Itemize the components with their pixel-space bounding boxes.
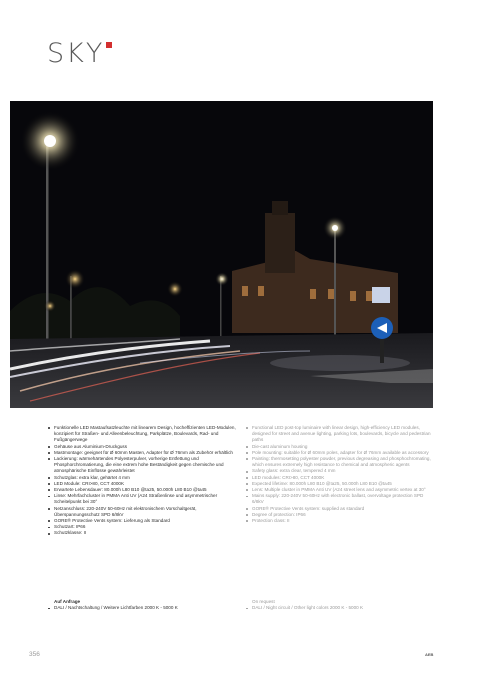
- list-item: Functional LED post-top luminaire with linear design, high-efficiency LED modules, designed for street and avenue lighting, parking lots, boulevards, bicycle and pedestrian paths: [245, 425, 435, 444]
- list-item: Mastmontage: geeignet für Ø 60mm Masten, Adapter für Ø 76mm als Zubehör erhältlich: [47, 450, 237, 456]
- list-item: Erwartete Lebensdauer: 80.000h L80 B10 @ta25, 50.000h L80 B10 @ta45: [47, 487, 237, 493]
- list-item: Lens: Multiple cluster in PMMA Anti UV (A24 street lens and asymmetric vertex at 30°: [245, 487, 435, 493]
- on-request-title: On request: [252, 599, 275, 604]
- list-item: GORE® Protective Vents system: Lieferung als Standard: [47, 518, 237, 524]
- on-request-title: Auf Anfrage: [54, 599, 81, 604]
- list-item: Funktionelle LED Mastaufsatzleuchte mit linearem Design, hocheffizienten LED-Modulen, konzipiert für Straßen- und Alleenbeleuchtung, Parkplätze, Boulevards, Rad- und Fußgängerwege: [47, 425, 237, 444]
- street-night-photo-icon: [10, 101, 433, 408]
- list-item: Expected lifetime: 80.000h L80 B10 @ta25, 50.000h L80 B10 @ta45: [245, 481, 435, 487]
- product-title: SKY: [47, 38, 105, 69]
- features-german: [47, 425, 237, 537]
- list-item: Lackierung: wärmehärtendes Polyesterpulver, vorherige Entfettung und Phosphorchromatierung, die eine extrem hohe Beständigkeit gegen chemische und atmosphärische Einflüsse gewährleistet: [47, 456, 237, 475]
- list-item: Protection class: II: [245, 518, 435, 524]
- list-item: Degree of protection: IP66: [245, 512, 435, 518]
- page-number: 356: [29, 651, 40, 658]
- list-item: DALI / Night circuit / Other light colors 2000 K - 5000 K: [245, 605, 435, 611]
- list-item: GORE® Protective Vents system: supplied as standard: [245, 506, 435, 512]
- list-item: Gehäuse aus Aluminium-Druckguss: [47, 444, 237, 450]
- list-item: Pole mounting: suitable for Ø 60mm poles, adapter for Ø 76mm available as accessory: [245, 450, 435, 456]
- list-item: Mains supply: 220-240V 50-60Hz with electronic ballast, overvoltage protection SPD 6/8kV: [245, 493, 435, 505]
- product-photo: [10, 101, 433, 408]
- product-header: [47, 40, 112, 67]
- on-request-english: [245, 599, 435, 611]
- features-english: [245, 425, 435, 524]
- list-item: Schutzklasse: II: [47, 530, 237, 536]
- new-badge-icon: [106, 42, 112, 48]
- list-item: Linse: Mehrfachcluster in PMMA Anti UV (A24 Straßenlinse und asymmetrischer Scheitelpunkt bei 30°: [47, 493, 237, 505]
- list-item: LED modules: CRI>80, CCT 4000K: [245, 475, 435, 481]
- list-item: Schutzglas: extra klar, gehärtet 4 mm: [47, 475, 237, 481]
- list-item: LED Module: CRI>80, CCT 4000K: [47, 481, 237, 487]
- list-item: Schutzart: IP66: [47, 524, 237, 530]
- list-item: DALI / Nachtschaltung / Weitere Lichtfarben 2000 K - 5000 K: [47, 605, 237, 611]
- list-item: Netzanschluss: 220-240V 50-60Hz mit elektronischem Vorschaltgerät, Überspannungsschutz SPD 6/8kV: [47, 506, 237, 518]
- list-item: Painting: thermosetting polyester powder, previous degreasing and phosphochromating, which ensures extremely high resistance to chemical and atmospheric agents: [245, 456, 435, 468]
- on-request-german: [47, 599, 237, 611]
- list-item: Die-cast aluminum housing: [245, 444, 435, 450]
- brand-logo: AEB: [425, 652, 434, 657]
- list-item: Safety glass: extra clear, tempered 4 mm: [245, 468, 435, 474]
